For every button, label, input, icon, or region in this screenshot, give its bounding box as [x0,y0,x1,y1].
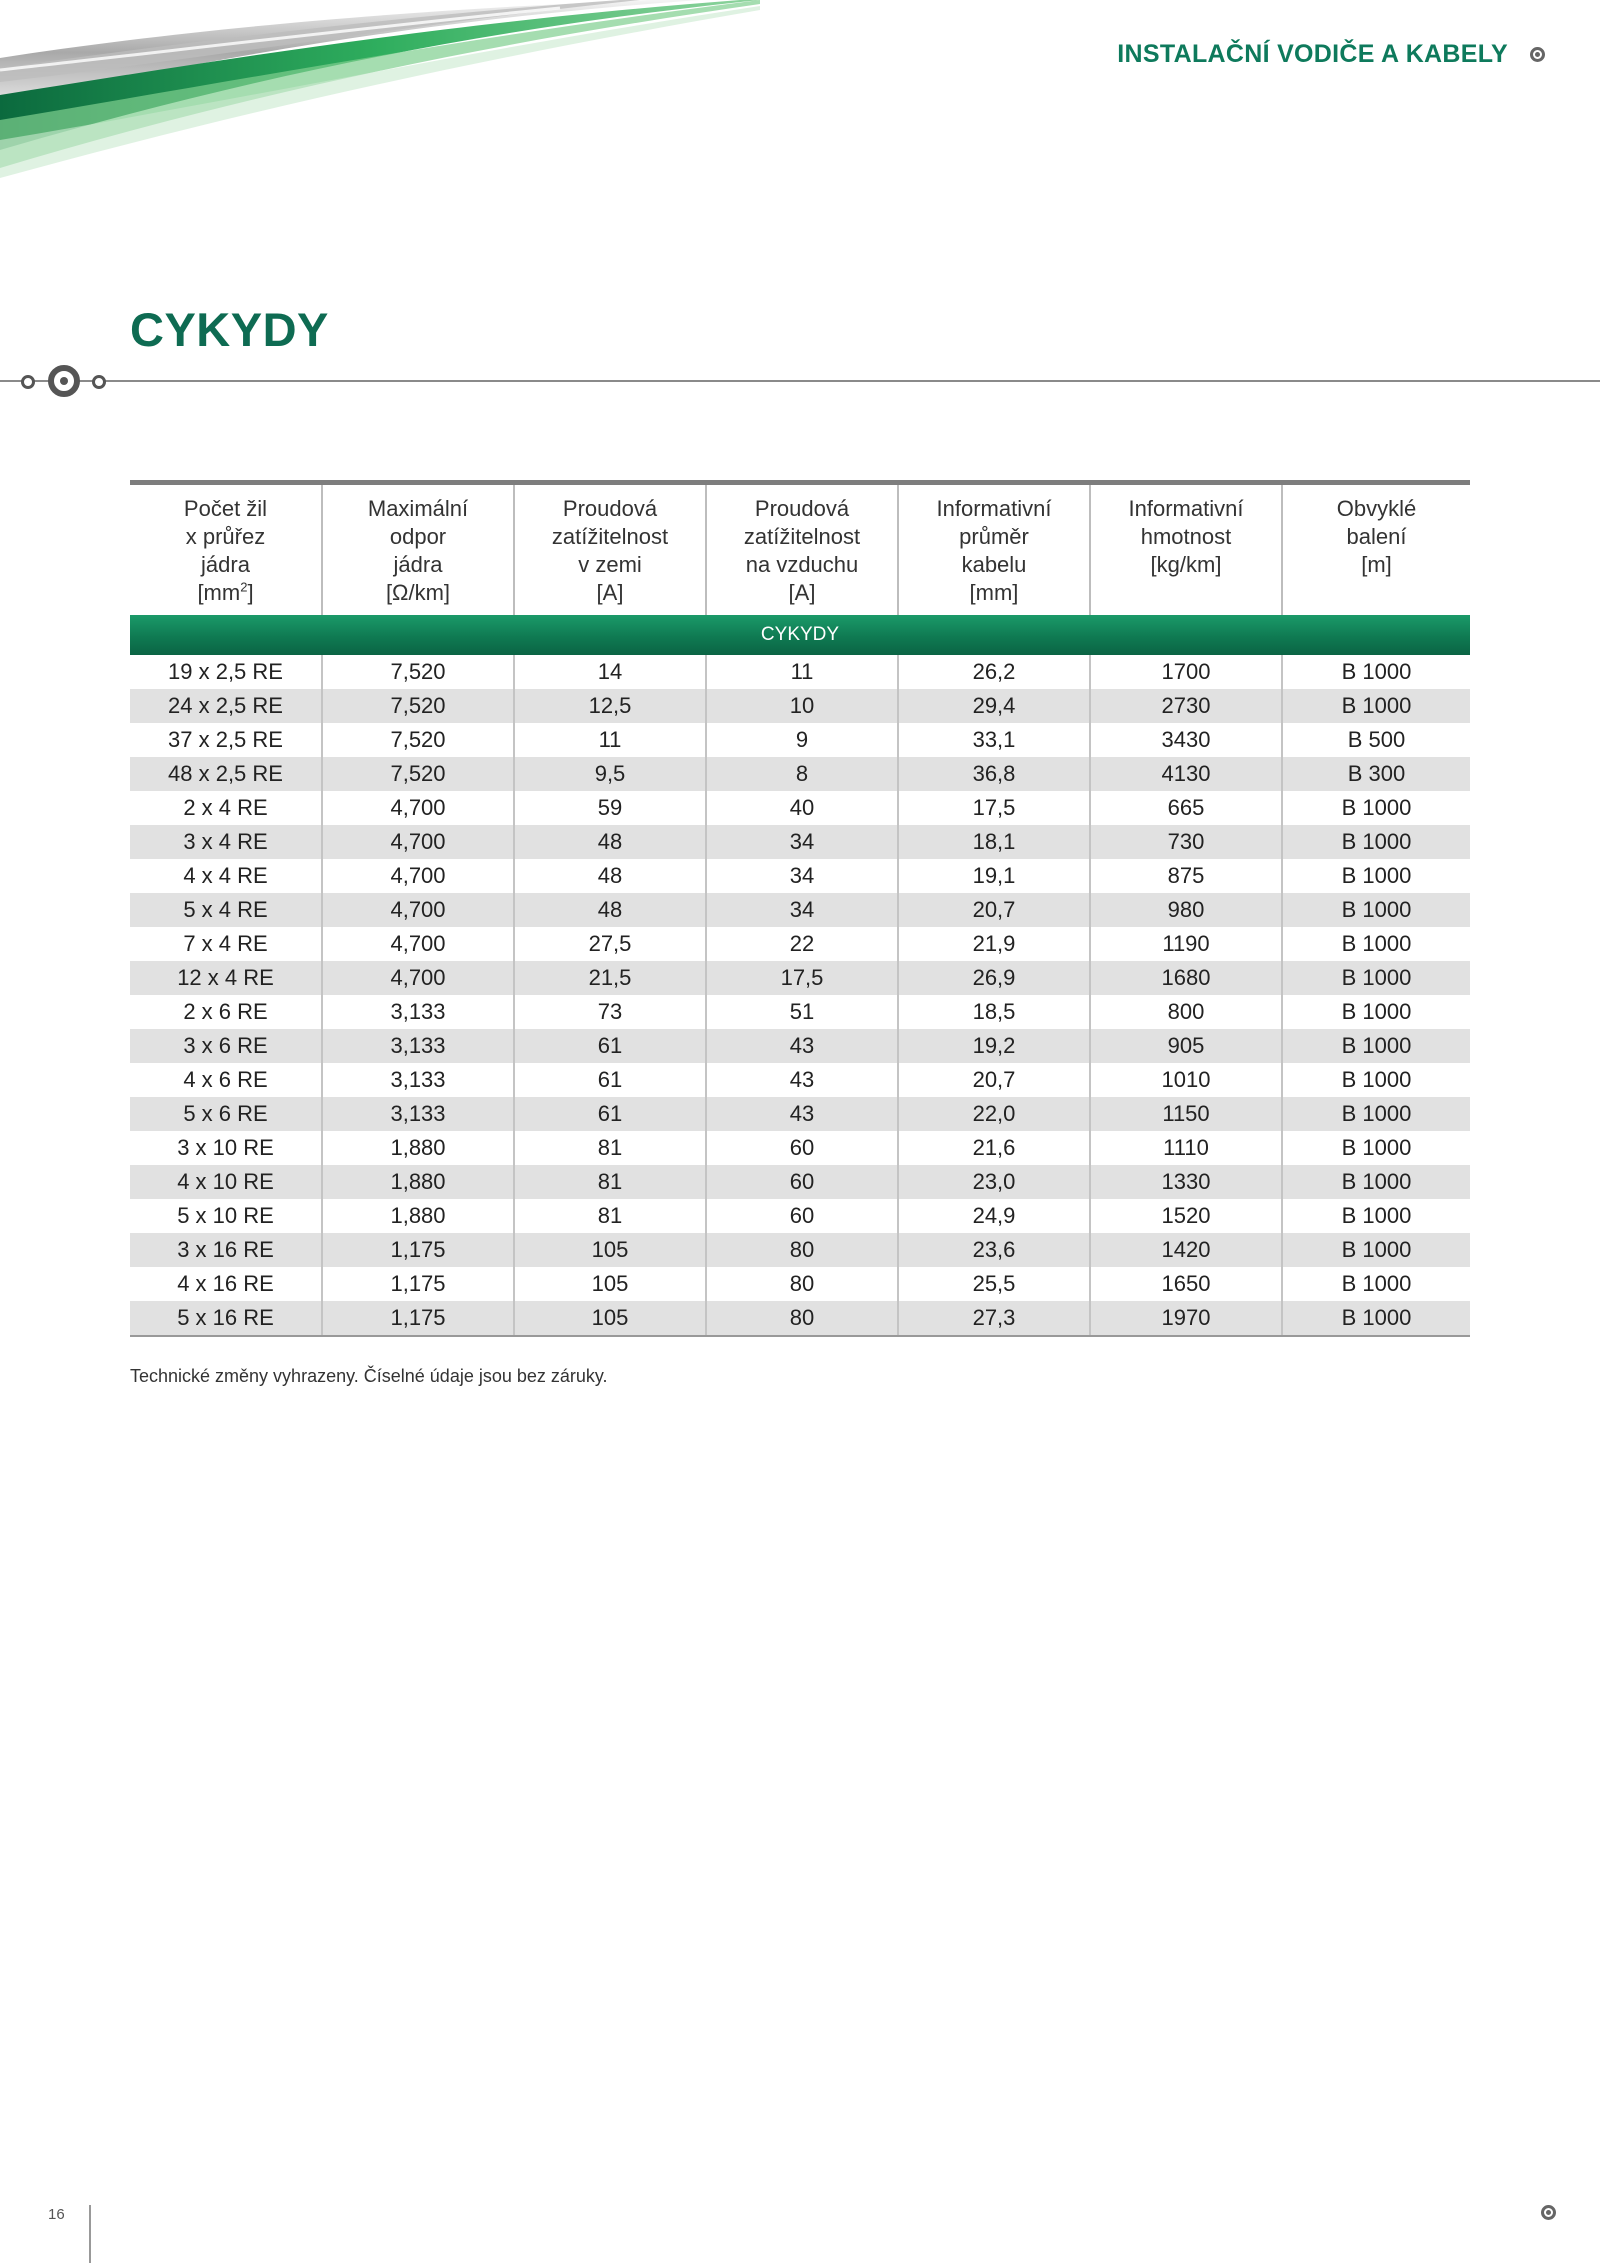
table-cell: 1,175 [322,1233,514,1267]
table-cell: B 1000 [1341,659,1412,684]
table-cell: 48 x 2,5 RE [130,757,322,791]
column-header-weight: Informativní hmotnost [kg/km] [1090,483,1282,616]
table-cell: 9,5 [514,757,706,791]
table-cell: 43 [706,1029,898,1063]
table-cell: 26,2 [898,655,1090,689]
table-cell: 105 [514,1267,706,1301]
table-cell: 4 x 6 RE [130,1063,322,1097]
table-row [130,757,1470,791]
table-row [130,1233,1470,1267]
table-cell: B 1000 [1341,999,1412,1024]
table-cell: B 1000 [1282,1301,1470,1336]
table-cell: 1420 [1090,1233,1282,1267]
table-cell: 10 [706,689,898,723]
table-cell: 1700 [1090,655,1282,689]
table-cell: 26,9 [898,961,1090,995]
table-cell: 29,4 [898,689,1090,723]
table-cell: 2 x 4 RE [130,791,322,825]
table-cell: 3 x 4 RE [130,825,322,859]
table-cell: 7,520 [322,723,514,757]
table-cell: 21,5 [514,961,706,995]
table-cell: 51 [706,995,898,1029]
table-cell: 24 x 2,5 RE [130,689,322,723]
table-cell: B 1000 [1282,1097,1470,1131]
table-cell: 27,3 [898,1301,1090,1336]
table-cell: 22,0 [898,1097,1090,1131]
table-cell: 81 [514,1165,706,1199]
table-cell: 3,133 [322,995,514,1029]
table-cell: 17,5 [706,961,898,995]
table-cell: 2730 [1090,689,1282,723]
table-cell: 37 x 2,5 RE [130,723,322,757]
table-cell: 17,5 [898,791,1090,825]
table-cell: 61 [514,1029,706,1063]
table-cell: 60 [706,1199,898,1233]
table-cell: 5 x 10 RE [130,1199,322,1233]
table-cell: 1970 [1090,1301,1282,1336]
table-row [130,689,1470,723]
column-header-current-air: Proudová zatížitelnost na vzduchu [A] [706,483,898,616]
table-cell: 3,133 [322,1063,514,1097]
table-cell: 4,700 [322,893,514,927]
header-cable-graphic [0,0,760,180]
table-cell: B 1000 [1282,1165,1470,1199]
table-cell: 4,700 [322,825,514,859]
page-number: 16 [48,2206,65,2223]
table-cell: 4,700 [322,961,514,995]
table-cell: 27,5 [514,927,706,961]
table-cell: 23,6 [898,1233,1090,1267]
footnote: Technické změny vyhrazeny. Číselné údaje jsou bez záruky. [130,1366,608,1386]
table-cell: 3,133 [322,1029,514,1063]
table-cell: 8 [706,757,898,791]
page-title: CYKYDY [130,303,329,356]
table-row [130,1131,1470,1165]
table-cell: B 300 [1282,757,1470,791]
table-cell: 1110 [1090,1131,1282,1165]
table-cell: 3 x 6 RE [130,1029,322,1063]
table-cell: 34 [706,825,898,859]
table-cell: 21,9 [898,927,1090,961]
column-header-diameter: Informativní průměr kabelu [mm] [898,483,1090,616]
table-cell: 1,175 [322,1267,514,1301]
table-row [130,893,1470,927]
table-cell: 1010 [1090,1063,1282,1097]
table-row [130,1199,1470,1233]
table-row [130,1165,1470,1199]
table-cell: 60 [706,1165,898,1199]
table-row [130,859,1470,893]
table-cell: 1520 [1090,1199,1282,1233]
table-cell: B 1000 [1341,1271,1412,1296]
table-cell: 19,1 [898,859,1090,893]
table-cell: 81 [514,1131,706,1165]
header-ring-icon [1530,47,1545,62]
table-cell: B 1000 [1341,795,1412,820]
cable-spec-table [130,480,1470,1337]
table-cell: 43 [706,1097,898,1131]
table-cell: 48 [514,893,706,927]
table-row [130,1097,1470,1131]
table-cell: 875 [1090,859,1282,893]
table-cell: 905 [1090,1029,1282,1063]
table-cell: 21,6 [898,1131,1090,1165]
column-header-resistance: Maximální odpor jádra [Ω/km] [322,483,514,616]
table-row [130,1029,1470,1063]
table-cell: B 1000 [1341,863,1412,888]
table-cell: 9 [706,723,898,757]
column-header-packaging: Obvyklé balení [m] [1282,483,1470,616]
table-row [130,1267,1470,1301]
table-row [130,961,1470,995]
table-cell: 4,700 [322,859,514,893]
table-cell: 43 [706,1063,898,1097]
table-cell: 59 [514,791,706,825]
table-cell: 11 [514,723,706,757]
table-cell: 19 x 2,5 RE [130,655,322,689]
table-cell: 1,880 [322,1165,514,1199]
table-body [130,655,1470,1336]
table-row [130,655,1470,689]
table-cell: B 1000 [1282,1233,1470,1267]
table-cell: 3430 [1090,723,1282,757]
table-cell: 1150 [1090,1097,1282,1131]
table-cell: B 500 [1347,727,1406,752]
table-cell: 80 [706,1233,898,1267]
table-row [130,825,1470,859]
table-row [130,995,1470,1029]
table-cell: 3,133 [322,1097,514,1131]
table-cell: 81 [514,1199,706,1233]
divider-dot-icon [21,375,35,389]
table-cell: 4130 [1090,757,1282,791]
table-cell: 34 [706,859,898,893]
table-cell: 4 x 16 RE [130,1267,322,1301]
table-cell: 105 [514,1233,706,1267]
table-cell: 11 [706,655,898,689]
table-cell: 7 x 4 RE [130,927,322,961]
table-cell: 73 [514,995,706,1029]
table-cell: 3 x 10 RE [130,1131,322,1165]
table-cell: 1680 [1090,961,1282,995]
table-header-row [130,483,1470,616]
table-cell: 5 x 6 RE [130,1097,322,1131]
table-cell: 1650 [1090,1267,1282,1301]
table-cell: B 1000 [1282,1029,1470,1063]
table-cell: B 1000 [1282,825,1470,859]
table-cell: B 1000 [1341,1135,1412,1160]
table-cell: 20,7 [898,893,1090,927]
table-cell: 12,5 [514,689,706,723]
divider-dot-icon [92,375,106,389]
table-cell: 2 x 6 RE [130,995,322,1029]
table-cell: 60 [706,1131,898,1165]
table-cell: 18,5 [898,995,1090,1029]
table-cell: 5 x 4 RE [130,893,322,927]
table-cell: B 1000 [1282,893,1470,927]
table-cell: 4,700 [322,927,514,961]
title-divider [0,380,1600,382]
table-cell: 25,5 [898,1267,1090,1301]
table-cell: 22 [706,927,898,961]
table-cell: B 1000 [1282,961,1470,995]
table-cell: 61 [514,1063,706,1097]
page-number-rule [89,2205,91,2263]
table-cell: 80 [706,1301,898,1336]
column-header-cores: Počet žil x průřez jádra $[mm^2]$ [130,483,322,616]
table-cell: 18,1 [898,825,1090,859]
table-cell: 1190 [1090,927,1282,961]
group-label: CYKYDY [130,615,1470,655]
table-cell: 80 [706,1267,898,1301]
table-cell: 20,7 [898,1063,1090,1097]
table-cell: 7,520 [322,757,514,791]
table-cell: 48 [514,859,706,893]
section-title: INSTALAČNÍ VODIČE A KABELY [1117,40,1508,68]
table-cell: B 1000 [1341,1203,1412,1228]
table-cell: 980 [1090,893,1282,927]
table-cell: 665 [1090,791,1282,825]
table-cell: 1,880 [322,1199,514,1233]
table-cell: 4 x 4 RE [130,859,322,893]
table-cell: 3 x 16 RE [130,1233,322,1267]
table-cell: 730 [1090,825,1282,859]
table-cell: 1,175 [322,1301,514,1336]
table-cell: 7,520 [322,655,514,689]
table-cell: 48 [514,825,706,859]
table-cell: 1,880 [322,1131,514,1165]
table-cell: 36,8 [898,757,1090,791]
table-cell: 800 [1090,995,1282,1029]
table-cell: B 1000 [1341,1067,1412,1092]
table-group-row [130,615,1470,655]
column-header-current-ground: Proudová zatížitelnost v zemi [A] [514,483,706,616]
table-cell: 19,2 [898,1029,1090,1063]
table-cell: 40 [706,791,898,825]
table-cell: B 1000 [1341,931,1412,956]
table-cell: 23,0 [898,1165,1090,1199]
table-cell: B 1000 [1282,689,1470,723]
table-cell: 61 [514,1097,706,1131]
table-cell: 4 x 10 RE [130,1165,322,1199]
table-cell: 12 x 4 RE [130,961,322,995]
table-row [130,927,1470,961]
table-cell: 1330 [1090,1165,1282,1199]
table-cell: 7,520 [322,689,514,723]
table-cell: 34 [706,893,898,927]
table-cell: 4,700 [322,791,514,825]
table-cell: 105 [514,1301,706,1336]
table-row [130,723,1470,757]
table-cell: 33,1 [898,723,1090,757]
table-row [130,1301,1470,1336]
table-cell: 5 x 16 RE [130,1301,322,1336]
footer-ring-icon [1541,2205,1556,2220]
table-row [130,1063,1470,1097]
divider-ring-icon [48,365,80,397]
table-cell: 14 [514,655,706,689]
table-row [130,791,1470,825]
table-cell: 24,9 [898,1199,1090,1233]
